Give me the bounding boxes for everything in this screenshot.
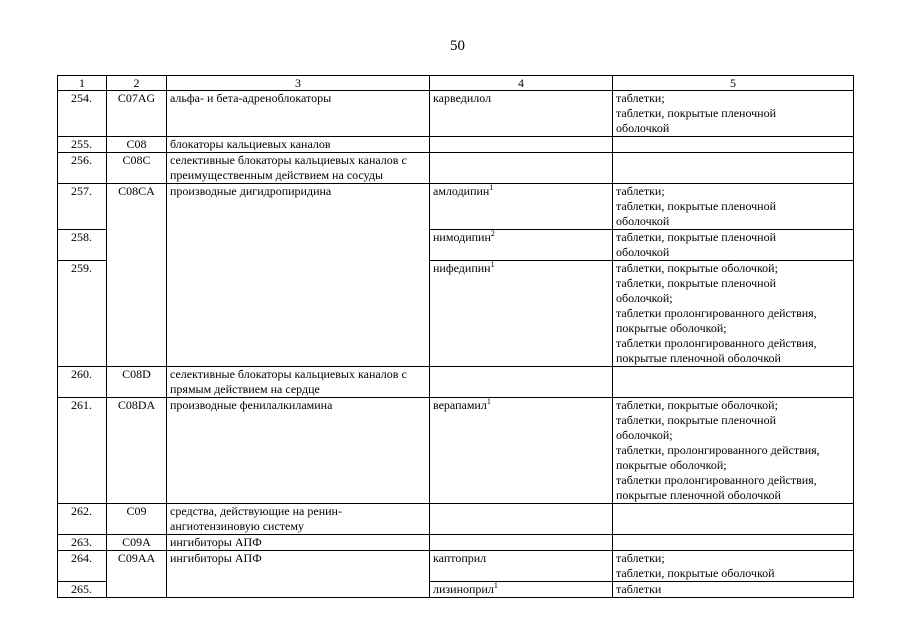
dosage-form-line: таблетки, покрытые пленочной xyxy=(616,106,777,120)
footnote-mark: 2 xyxy=(490,229,495,238)
footnote-mark: 1 xyxy=(489,183,494,192)
atc-code: C08 xyxy=(107,137,167,153)
header-cell: 4 xyxy=(430,76,613,91)
dosage-form-line: таблетки, покрытые пленочной xyxy=(616,230,777,244)
table-row xyxy=(58,551,854,582)
table-header-row xyxy=(58,76,854,91)
group-name: производные фенилалкиламина xyxy=(167,398,430,504)
dosage-form-line: таблетки пролонгированного действия, xyxy=(616,473,817,487)
atc-code: C08C xyxy=(107,153,167,184)
atc-code: C09 xyxy=(107,504,167,535)
group-name: блокаторы кальциевых каналов xyxy=(167,137,430,153)
row-number: 259. xyxy=(58,261,107,367)
drug-name-text: лизиноприл xyxy=(433,582,494,596)
table-row xyxy=(58,153,854,184)
drug-name xyxy=(430,91,613,137)
dosage-forms xyxy=(613,551,854,582)
dosage-form-line: таблетки, пролонгированного действия, xyxy=(616,443,820,457)
row-number: 254. xyxy=(58,91,107,137)
row-number: 257. xyxy=(58,184,107,230)
atc-code: C08CA xyxy=(107,184,167,230)
group-name: ингибиторы АПФ xyxy=(167,535,430,551)
dosage-form-line: оболочкой xyxy=(616,245,670,259)
drug-name-text: нимодипин xyxy=(433,230,491,244)
header-cell: 1 xyxy=(58,76,107,91)
header-cell: 3 xyxy=(167,76,430,91)
header-cell: 2 xyxy=(107,76,167,91)
atc-code: C08D xyxy=(107,367,167,398)
dosage-form-line: таблетки; xyxy=(616,184,665,198)
drug-name xyxy=(430,504,613,535)
group-name xyxy=(167,261,430,367)
dosage-form-line: таблетки, покрытые пленочной xyxy=(616,199,777,213)
drug-name xyxy=(430,551,613,582)
drug-name xyxy=(430,184,613,230)
footnote-mark: 1 xyxy=(486,397,491,406)
row-number: 262. xyxy=(58,504,107,535)
table-row xyxy=(58,367,854,398)
row-number: 258. xyxy=(58,230,107,261)
group-name: селективные блокаторы кальциевых каналов с преимущественным действием на сосуды xyxy=(167,153,430,184)
dosage-form-line: таблетки пролонгированного действия, xyxy=(616,336,817,350)
drug-name-text: карведилол xyxy=(433,91,492,105)
dosage-forms xyxy=(613,153,854,184)
dosage-forms xyxy=(613,504,854,535)
drug-name xyxy=(430,153,613,184)
drug-name xyxy=(430,398,613,504)
dosage-form-line: оболочкой; xyxy=(616,291,673,305)
dosage-form-line: таблетки, покрытые оболочкой; xyxy=(616,398,778,412)
dosage-forms xyxy=(613,137,854,153)
dosage-form-line: таблетки, покрытые пленочной xyxy=(616,276,777,290)
table-row xyxy=(58,91,854,137)
dosage-form-line: покрытые оболочкой; xyxy=(616,321,727,335)
row-number: 261. xyxy=(58,398,107,504)
row-number: 263. xyxy=(58,535,107,551)
atc-code: C09AA xyxy=(107,551,167,582)
dosage-form-line: покрытые пленочной оболочкой xyxy=(616,488,781,502)
dosage-form-line: оболочкой xyxy=(616,214,670,228)
group-name xyxy=(167,230,430,261)
dosage-forms xyxy=(613,367,854,398)
page-number: 50 xyxy=(450,38,465,54)
dosage-forms xyxy=(613,91,854,137)
atc-code xyxy=(107,582,167,598)
group-name: ингибиторы АПФ xyxy=(167,551,430,582)
atc-code xyxy=(107,230,167,261)
group-name: производные дигидропиридина xyxy=(167,184,430,230)
atc-code: C08DA xyxy=(107,398,167,504)
dosage-form-line: оболочкой; xyxy=(616,428,673,442)
dosage-form-line: таблетки, покрытые оболочкой; xyxy=(616,261,778,275)
dosage-forms xyxy=(613,535,854,551)
dosage-form-line: таблетки; xyxy=(616,551,665,565)
drug-name xyxy=(430,367,613,398)
table-row xyxy=(58,137,854,153)
dosage-forms xyxy=(613,398,854,504)
drug-name xyxy=(430,137,613,153)
drug-name-text: нифедипин xyxy=(433,261,491,275)
table-row xyxy=(58,582,854,598)
dosage-forms xyxy=(613,184,854,230)
row-number: 260. xyxy=(58,367,107,398)
drug-name-text: амлодипин xyxy=(433,184,490,198)
dosage-forms xyxy=(613,261,854,367)
drug-name xyxy=(430,535,613,551)
dosage-form-line: оболочкой xyxy=(616,121,670,135)
group-name xyxy=(167,582,430,598)
table-row xyxy=(58,184,854,230)
table-row xyxy=(58,504,854,535)
group-name: средства, действующие на ренин-ангиотензиновую систему xyxy=(167,504,430,535)
footnote-mark: 1 xyxy=(490,260,495,269)
row-number: 256. xyxy=(58,153,107,184)
row-number: 264. xyxy=(58,551,107,582)
header-cell: 5 xyxy=(613,76,854,91)
group-name: селективные блокаторы кальциевых каналов с прямым действием на сердце xyxy=(167,367,430,398)
row-number: 265. xyxy=(58,582,107,598)
row-number: 255. xyxy=(58,137,107,153)
atc-code: C09A xyxy=(107,535,167,551)
drug-name xyxy=(430,261,613,367)
dosage-forms xyxy=(613,230,854,261)
drug-name-text: каптоприл xyxy=(433,551,487,565)
table-row xyxy=(58,535,854,551)
dosage-form-line: таблетки, покрытые пленочной xyxy=(616,413,777,427)
dosage-form-line: таблетки xyxy=(616,582,662,596)
table-row xyxy=(58,261,854,367)
dosage-forms xyxy=(613,582,854,598)
group-name: альфа- и бета-адреноблокаторы xyxy=(167,91,430,137)
dosage-form-line: покрытые оболочкой; xyxy=(616,458,727,472)
drug-name xyxy=(430,582,613,598)
atc-code: C07AG xyxy=(107,91,167,137)
table-row xyxy=(58,398,854,504)
drug-name-text: верапамил xyxy=(433,398,487,412)
table-row xyxy=(58,230,854,261)
drug-name xyxy=(430,230,613,261)
dosage-form-line: покрытые пленочной оболочкой xyxy=(616,351,781,365)
dosage-form-line: таблетки, покрытые оболочкой xyxy=(616,566,775,580)
footnote-mark: 1 xyxy=(493,581,498,590)
atc-code xyxy=(107,261,167,367)
drug-table xyxy=(57,75,854,598)
dosage-form-line: таблетки пролонгированного действия, xyxy=(616,306,817,320)
dosage-form-line: таблетки; xyxy=(616,91,665,105)
